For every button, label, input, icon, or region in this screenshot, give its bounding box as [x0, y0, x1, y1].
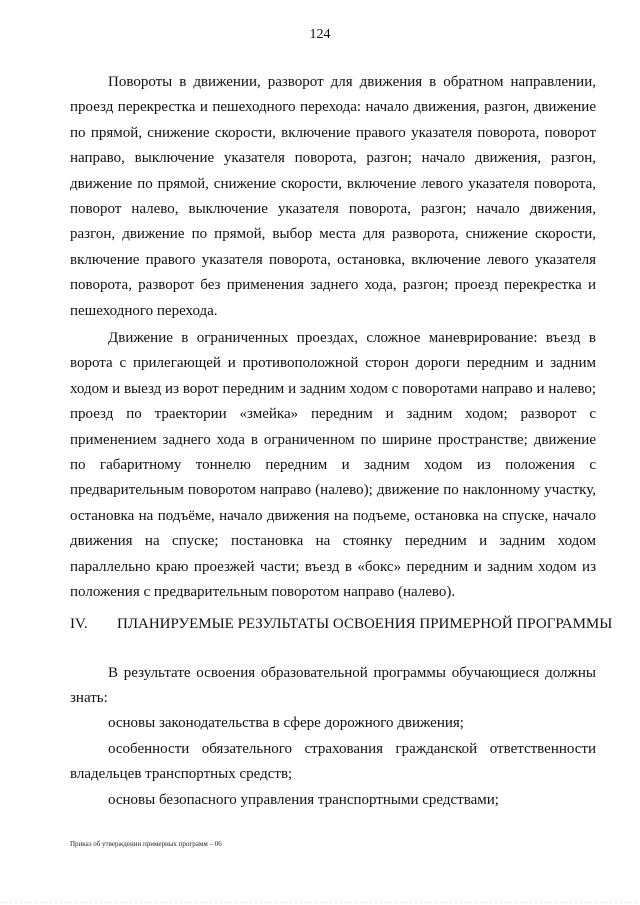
section-heading [70, 616, 613, 633]
section-title: ПЛАНИРУЕМЫЕ РЕЗУЛЬТАТЫ ОСВОЕНИЯ ПРИМЕРНОЙ ПРОГРАММЫ [117, 616, 613, 632]
scan-edge-line [0, 902, 640, 903]
paragraph-text: В результате освоения образовательной программы обучающиеся должны знать: [70, 665, 596, 707]
list-item-text: основы безопасного управления транспортными средствами; [108, 792, 499, 808]
paragraph-text: Повороты в движении, разворот для движения в обратном направлении, проезд перекрестка и пешеходного перехода: начало движения, разгон, движение по прямой, снижение скорости, включение правого указателя поворота, поворот направо, выключение указателя поворота, разгон; начало движения, разгон, движение по прямой, снижение скорости, включение левого указателя поворота, поворот налево, выключение указателя поворота, разгон; начало движения, разгон, движение по прямой, выбор места для разворота, снижение скорости, включение правого указателя поворота, остановка, включение левого указателя поворота, разворот без применения заднего хода, разгон; проезд перекрестка и пешеходного перехода. [70, 74, 596, 319]
list-item-text: особенности обязательного страхования гражданской ответственности владельцев транспортных средств; [70, 741, 596, 783]
paragraph-text: Движение в ограниченных проездах, сложное маневрирование: въезд в ворота с прилегающей и противоположной сторон дороги передним и задним ходом и выезд из ворот передним и задним ходом с поворотами направо и налево; проезд по траектории «змейка» передним и задним ходом; разворот с применением заднего хода в ограниченном по ширине пространстве; движение по габаритному тоннелю передним и задним ходом из положения с предварительным поворотом направо (налево); движение по наклонному участку, остановка на подъёме, начало движения на подъеме, остановка на спуске, начало движения на спуске; постановка на стоянку передним и задним ходом параллельно краю проезжей части; въезд в «бокс» передним и задним ходом из положения с предварительным поворотом направо (налево). [70, 330, 596, 601]
knowledge-item [70, 711, 596, 736]
section-number: IV. [70, 616, 88, 632]
paragraph-restricted-passages [70, 326, 596, 605]
page-number: 124 [309, 27, 331, 42]
knowledge-item [70, 788, 596, 813]
page-footer: Приказ об утверждении примерных программ – 06 [70, 840, 222, 848]
knowledge-item [70, 737, 596, 788]
paragraph-intro [70, 661, 596, 712]
paragraph-turns [70, 70, 596, 324]
list-item-text: основы законодательства в сфере дорожного движения; [108, 715, 464, 731]
